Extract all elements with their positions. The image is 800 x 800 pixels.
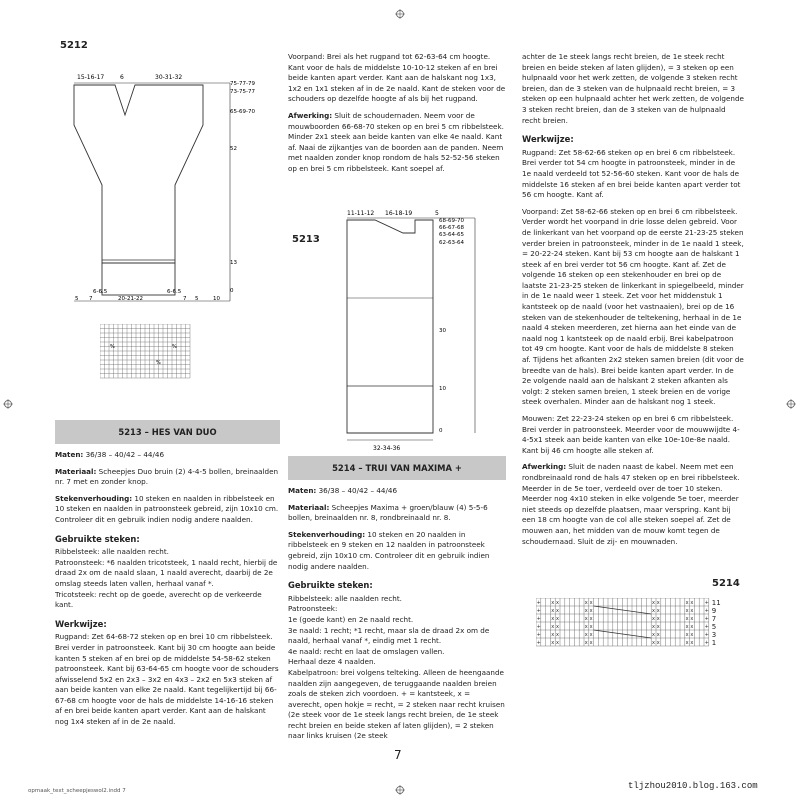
- dim-top-3: 30-31-32: [155, 74, 183, 81]
- chart-purl-mark: x: [685, 640, 689, 646]
- chart-purl-mark: x: [584, 624, 588, 630]
- pattern-5213-title: 5213: [292, 234, 320, 245]
- chart-purl-mark: x: [551, 624, 555, 630]
- chart-purl-mark: x: [556, 632, 559, 638]
- registration-mark-bottom: [395, 780, 405, 790]
- dim-bottom-2: 7: [89, 296, 93, 302]
- chart-purl-mark: x: [551, 632, 555, 638]
- pattern-5213-schematic: [335, 208, 515, 468]
- dim-right-1: 75-77-79: [230, 81, 255, 87]
- dim-bottom-5: 6-6.5: [167, 289, 182, 295]
- label-stekenverhouding: Stekenverhouding:: [55, 493, 133, 503]
- chart-row-label: 11: [711, 599, 721, 607]
- chart-purl-mark: x: [690, 616, 694, 622]
- chart-purl-mark: x: [656, 632, 660, 638]
- chart-purl-mark: x: [551, 608, 555, 614]
- chart-purl-mark: x: [690, 608, 694, 614]
- chart-purl-mark: x: [685, 632, 689, 638]
- voorpand-text: Voorpand: Brei als het rugpand tot 62-63-64 cm hoogte. Kant voor de hals de middelste 10-10-12 steken af en brei beide kanten apart verder. Kant aan de halskant nog 1x3, 1x2 en 1x1 steken af in de 2e naald. Kant de steken voor de schouders op dezelfde hoogte af als bij het rugpand.: [288, 52, 506, 104]
- dim-right-1: 68-69-70: [439, 218, 464, 224]
- chart-row-label: 1: [711, 639, 717, 647]
- dim-right-5: 13: [230, 260, 237, 266]
- dim-top-1: 15-16-17: [77, 74, 105, 81]
- dim-bottom-6: 7: [183, 296, 187, 302]
- chart-selvage-mark: +: [704, 624, 709, 630]
- dim-right-4: 52: [230, 146, 237, 152]
- registration-mark-right: [786, 394, 796, 404]
- dim-top-3: 5: [435, 210, 439, 217]
- label-stekenverhouding: Stekenverhouding:: [288, 529, 366, 539]
- chart-purl-mark: x: [589, 624, 593, 630]
- chart-selvage-mark: +: [536, 624, 541, 630]
- chart-selvage-mark: +: [536, 632, 541, 638]
- chart-selvage-mark: +: [704, 608, 709, 614]
- chart-purl-mark: x: [584, 616, 588, 622]
- label-maten: Maten:: [55, 450, 84, 459]
- registration-mark-top: [395, 4, 405, 14]
- dim-bottom-8: 10: [213, 296, 220, 302]
- chart-mark-1: %: [110, 344, 115, 350]
- heading-werkwijze: Werkwijze:: [55, 618, 107, 629]
- chart-purl-mark: x: [652, 600, 655, 606]
- pattern-5214-chart: [536, 598, 746, 654]
- chart-purl-mark: x: [584, 608, 588, 614]
- chart-purl-mark: x: [551, 600, 555, 606]
- chart-purl-mark: x: [656, 616, 660, 622]
- dim-right-5: 30: [439, 328, 446, 334]
- chart-purl-mark: x: [652, 616, 655, 622]
- chart-selvage-mark: +: [536, 640, 541, 646]
- dim-right-2: 66-67-68: [439, 225, 464, 231]
- chart-purl-mark: x: [690, 600, 694, 606]
- chart-purl-mark: x: [556, 600, 559, 606]
- chart-purl-mark: x: [589, 600, 593, 606]
- dim-right-3: 65-69-70: [230, 109, 255, 115]
- chart-purl-mark: x: [556, 640, 559, 646]
- pattern-5212-chart: [100, 324, 200, 384]
- chart-selvage-mark: +: [704, 632, 709, 638]
- section-header-5214: 5214 – TRUI VAN MAXIMA +: [288, 456, 506, 480]
- dim-right-4: 62-63-64: [439, 240, 464, 246]
- chart-selvage-mark: +: [536, 600, 541, 606]
- chart-purl-mark: x: [589, 616, 593, 622]
- pattern-5212-schematic: [55, 55, 285, 305]
- chart-row-label: 5: [711, 623, 717, 631]
- column-3: achter de 1e steek langs recht breien, de 1e steek recht breien en beide steken af laten glijden), = 3 steken op een hulpnaald voor het werk zetten, de volgende 3 steken recht breien, dan de 3 steken van de hulpnaald recht breien, = 3 steken op een hulpnaald achter het werk zetten, de volgende 3 steken recht breien, dan de 3 steken van de hulpnaald recht breien. Werkwijze: Rugpand: Zet 58-62-66 steken op en brei 6 cm ribbelsteek. Brei verder tot 54 cm hoogte in patroonsteek, minder in de 1e naald verdeeld tot 52-56-60 steken. Kant voor de hals de middelste 16 steken af en brei beide kanten apart verder tot 56 cm hoogte. Kant af. Voorpand: Zet 58-62-66 steken op en brei 6 cm ribbelsteek. Verder wordt het voorpand in drie losse delen gebreid. Voor de linkerkant van het voorpand op de eerste 21-23-25 steken verder breien in patroonsteek, minder in de 1e naald 1 steek, = 20-22-24 steken. Kant bij 53 cm hoogte aan de halskant 1 steek af en brei verder tot 56 cm hoogte. Kant af. Zet de volgende 16 steken op een stekenhouder en brei op de laatste 21-23-25 steken de linkerkant in spiegelbeeld, minder in de 1e naald weer 1 steek. Zet voor het middenstuk 1 kantsteek op de naald (voor het vastnaaien), brei op de 16 steken van de stekenhouder de teltekening, herhaal in de 1e naald 4 steken meerderen, zet hierna aan het einde van de naald nog 1 kantsteek op de naald erbij. Brei kabelpatroon tot 49 cm hoogte. Kant voor de hals de middelste 8 steken af. Tijdens het afkanten 2x2 steken samen breien (dit voor de breedte van de hals). Brei beide kanten apart verder. In de 2e volgende naald aan de halskant 2 steken afkanten als volgt: 2 steken samen breien, 1 steek breien en de vorige steek overhalen. Minder aan de halskant nog 1 steek. Mouwen: Zet 22-23-24 steken op en brei 6 cm ribbelsteek. Brei verder in patroonsteek. Meerder voor de mouwwijdte 4-4-5x1 steek aan beide kanten van elke 10e-10e-8e naald. Kant bij 46 cm hoogte alle steken af. Afwerking: Sluit de naden naast de kabel. Neem met een rondbreinaald rond de hals 47 steken op en brei ribbelsteek. Meerder in de 5e toer, verdeeld over de toer 10 steken. Meerder nog 4x10 steken in elke volgende 5e toer, meerder niet steeds op dezelfde plaatsen, maar verspring. Kant bij een 18 cm hoogte van de col alle steken soepel af. Zet de mouwen aan, het midden van de mouw komt tegen de schoudernaad. Sluit de zij- en mouwnaden.: [522, 52, 744, 546]
- chart-purl-mark: x: [584, 600, 588, 606]
- chart-purl-mark: x: [685, 624, 689, 630]
- pattern-5212-title: 5212: [60, 40, 88, 51]
- heading-gebruikte-steken: Gebruikte steken:: [55, 533, 140, 544]
- dim-top-2: 6: [120, 74, 124, 81]
- chart-purl-mark: x: [589, 608, 593, 614]
- chart-selvage-mark: +: [704, 640, 709, 646]
- chart-purl-mark: x: [690, 640, 694, 646]
- chart-purl-mark: x: [656, 608, 660, 614]
- heading-gebruikte-steken: Gebruikte steken:: [288, 580, 373, 591]
- dim-bottom-4: 20-21-22: [118, 296, 143, 302]
- dim-top-2: 16-18-19: [385, 210, 413, 217]
- column-2-top: Voorpand: Brei als het rugpand tot 62-63-64 cm hoogte. Kant voor de hals de middelste 10-10-12 steken af en brei beide kanten apart verder. Kant aan de halskant nog 1x3, 1x2 en 1x1 steken af in de 2e naald. Kant de steken voor de schouders op dezelfde hoogte af als bij het rugpand. Afwerking: Sluit de schoudernaden. Neem voor de mouwboorden 66-68-70 steken op en brei 5 cm ribbelsteek. Minder 2x1 steek aan beide kanten van elke 4e naald. Kant af. Naai de zijkantjes van de boorden aan de panden. Neem met naalden zonder knop rondom de hals 52-52-56 steken op en brei 5 cm ribbelsteek. Kant soepel af.: [288, 52, 506, 173]
- column-1: Maten: 36/38 – 40/42 – 44/46 Materiaal: Scheepjes Duo bruin (2) 4-4-5 bollen, breinaalden nr. 7 met en zonder knop. Stekenverhouding: 10 steken en naalden in ribbelsteek en 10 steken en naalden in patroonsteek gebreid, zijn 10x10 cm. Controleer dit en gebruik indien nodig andere naalden. Gebruikte steken: Ribbelsteek: alle naalden recht. Patroonsteek: *6 naalden tricotsteek, 1 naald recht, hierbij de draad 2x om de naald slaan, 1 naald averecht, daarbij de 2e omslag steeds laten vallen, herhaal vanaf *. Tricotsteek: recht op de goede, averecht op de verkeerde kant. Werkwijze: Rugpand: Zet 64-68-72 steken op en brei 10 cm ribbelsteek. Brei verder in patroonsteek. Kant bij 30 cm hoogte aan beide kanten 5 steken af en brei op de middelste 54-58-62 steken patroonsteek. Kant bij 63-64-65 cm hoogte voor de schouders afwisselend 5x2 en 2x3 – 3x2 en 4x3 – 2x2 en 5x3 steken af aan beide kanten van elke 2e naald. Kant tegelijkertijd bij 66-67-68 cm hoogte voor de hals de middelste 14-16-16 steken af en brei beide kanten apart verder. Kant aan de halskant nog 1x4 steken af in de 2e naald.: [55, 450, 279, 727]
- chart-mark-2: %: [156, 360, 161, 366]
- footer-right: tljzhou2010.blog.163.com: [628, 781, 758, 791]
- chart-purl-mark: x: [685, 616, 689, 622]
- chart-purl-mark: x: [556, 608, 559, 614]
- heading-werkwijze: Werkwijze:: [522, 134, 574, 145]
- chart-purl-mark: x: [589, 632, 593, 638]
- chart-purl-mark: x: [551, 616, 555, 622]
- chart-purl-mark: x: [685, 600, 689, 606]
- werkwijze-text: Rugpand: Zet 64-68-72 steken op en brei 10 cm ribbelsteek. Brei verder in patroonsteek. Kant bij 30 cm hoogte aan beide kanten 5 steken af en brei op de middelste 54-58-62 steken patroonsteek. Kant bij 63-64-65 cm hoogte voor de schouders afwisselend 5x2 en 2x3 – 3x2 en 4x3 – 2x2 en 5x3 steken af aan beide kanten van elke 2e naald. Kant tegelijkertijd bij 66-67-68 cm hoogte voor de hals de middelste 14-16-16 steken af en brei beide kanten apart verder. Kant aan de halskant nog 1x4 steken af in de 2e naald.: [55, 632, 279, 727]
- chart-purl-mark: x: [551, 640, 555, 646]
- dim-bottom: 32-34-36: [373, 445, 401, 452]
- dim-bottom-7: 5: [195, 296, 199, 302]
- dim-right-7: 0: [439, 428, 443, 434]
- label-afwerking: Afwerking:: [288, 110, 333, 120]
- chart-row-label: 7: [711, 615, 717, 623]
- chart-purl-mark: x: [656, 624, 660, 630]
- chart-selvage-mark: +: [704, 616, 709, 622]
- chart-selvage-mark: +: [536, 616, 541, 622]
- dim-bottom-1: 5: [75, 296, 79, 302]
- chart-selvage-mark: +: [704, 600, 709, 606]
- page-number: 7: [394, 748, 402, 762]
- column-2-bottom: Maten: 36/38 – 40/42 – 44/46 Materiaal: Scheepjes Maxima + groen/blauw (4) 5-5-6 bollen, breinaalden nr. 8, rondbreinaald nr. 8. Stekenverhouding: 10 steken en 20 naalden in ribbelsteek en 9 steken en 12 naalden in patroonsteek gebreid, zijn 10x10 cm. Controleer dit en gebruik indien nodig andere naalden. Gebruikte steken: Ribbelsteek: alle naalden recht. Patroonsteek: 1e (goede kant) en 2e naald recht. 3e naald: 1 recht; *1 recht, maar sla de draad 2x om de naald, herhaal vanaf *, eindig met 1 recht. 4e naald: recht en laat de omslagen vallen. Herhaal deze 4 naalden. Kabelpatroon: brei volgens telteking. Alleen de heengaande naalden zijn aangegeven, de teruggaande naalden breien zoals de steken zich voordoen. + = kantsteek, x = averecht, open hokje = recht, = 2 steken naar recht kruisen (2e steek voor de 1e steek langs recht breien, de 1e steek recht breien en beide steken af laten glijden), = 2 steken naar links kruisen (2e steek: [288, 486, 505, 741]
- chart-purl-mark: x: [656, 640, 660, 646]
- label-materiaal: Materiaal:: [288, 502, 330, 512]
- dim-bottom-3: 6-6.5: [93, 289, 108, 295]
- label-materiaal: Materiaal:: [55, 466, 97, 476]
- chart-purl-mark: x: [652, 624, 655, 630]
- chart-purl-mark: x: [652, 608, 655, 614]
- dim-right-6: 0: [230, 288, 234, 294]
- chart-purl-mark: x: [556, 616, 559, 622]
- chart-purl-mark: x: [584, 640, 588, 646]
- chart-purl-mark: x: [589, 640, 593, 646]
- registration-mark-left: [3, 394, 13, 404]
- chart-purl-mark: x: [656, 600, 660, 606]
- label-maten: Maten:: [288, 486, 317, 495]
- section-header-5213: 5213 – HES VAN DUO: [55, 420, 280, 444]
- dim-right-6: 10: [439, 386, 446, 392]
- chart-purl-mark: x: [584, 632, 588, 638]
- chart-purl-mark: x: [652, 632, 655, 638]
- dim-top-1: 11-11-12: [347, 210, 375, 217]
- kabel-explanation: achter de 1e steek langs recht breien, de 1e steek recht breien en beide steken af laten glijden), = 3 steken op een hulpnaald voor het werk zetten, de volgende 3 steken recht breien, dan de 3 steken van de hulpnaald recht breien, = 3 steken op een hulpnaald achter het werk zetten, de volgende 3 steken recht breien, dan de 3 steken van de hulpnaald recht breien.: [522, 52, 744, 125]
- footer-left: opmaak_text_scheepjeswol2.indd 7: [28, 788, 126, 794]
- chart-purl-mark: x: [685, 608, 689, 614]
- chart-purl-mark: x: [556, 624, 559, 630]
- label-afwerking: Afwerking:: [522, 462, 567, 472]
- chart-purl-mark: x: [690, 624, 694, 630]
- chart-mark-3: %: [172, 344, 177, 350]
- dim-right-3: 63-64-65: [439, 232, 464, 238]
- chart-selvage-mark: +: [536, 608, 541, 614]
- dim-right-2: 73-75-77: [230, 89, 255, 95]
- pattern-5214-title: 5214: [712, 578, 740, 589]
- chart-row-label: 3: [711, 631, 717, 639]
- chart-row-label: 9: [711, 607, 717, 615]
- chart-purl-mark: x: [652, 640, 655, 646]
- chart-purl-mark: x: [690, 632, 694, 638]
